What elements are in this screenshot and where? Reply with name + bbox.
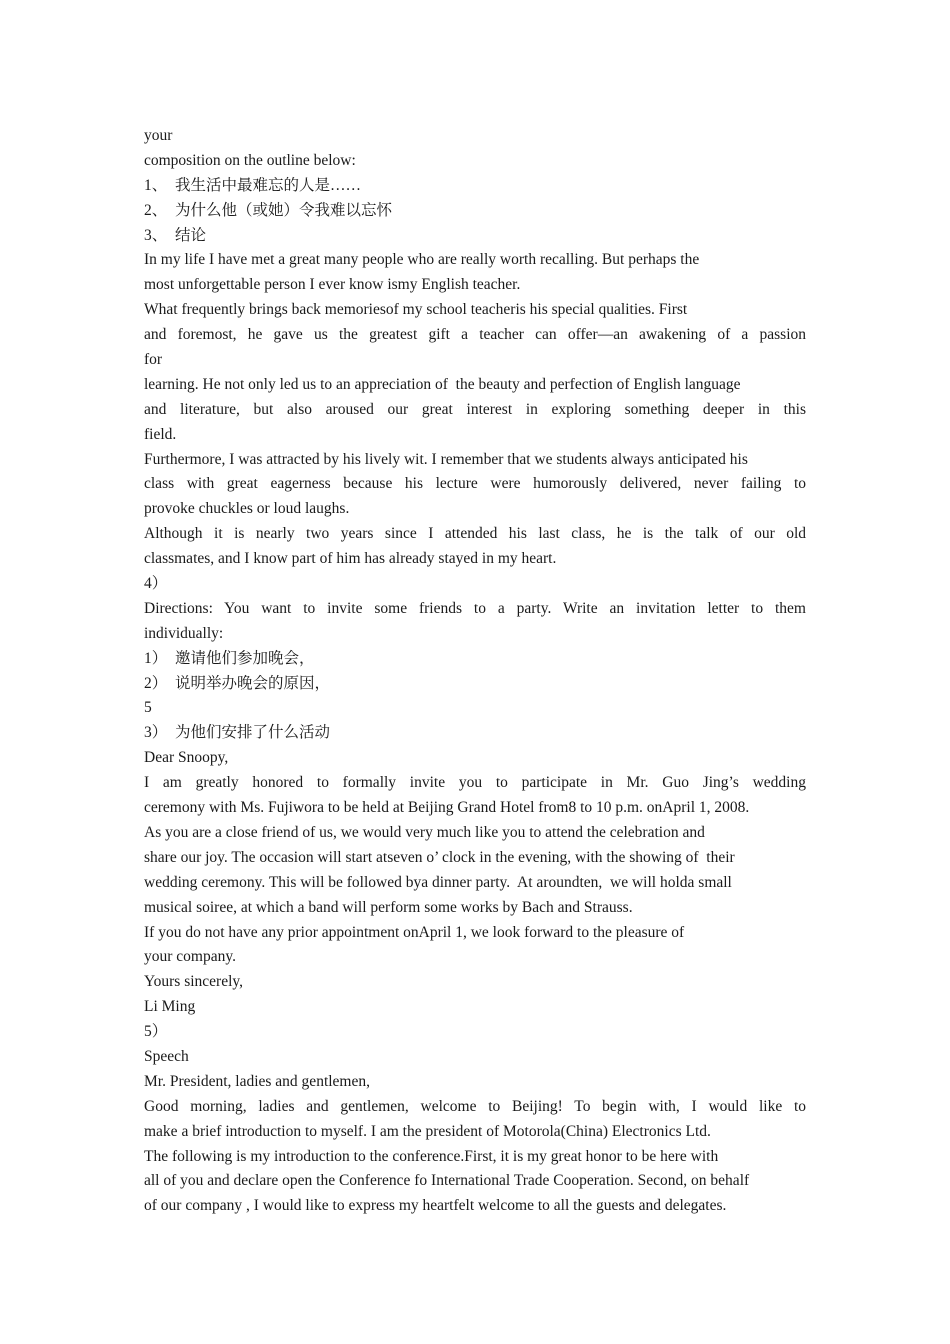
text-line: provoke chuckles or loud laughs. <box>144 500 350 518</box>
text-line: Speech <box>144 1047 189 1065</box>
text-line: In my life I have met a great many people who are really worth recalling. But perhaps the <box>144 251 700 269</box>
text-line: your company. <box>144 948 236 966</box>
text-line: 2、 为什么他（或她）令我难以忘怀 <box>144 201 393 219</box>
text-line: all of you and declare open the Conference fo International Trade Cooperation. Second, on behalf <box>144 1172 750 1190</box>
text-line: Mr. President, ladies and gentlemen, <box>144 1072 370 1090</box>
text-line: 4） <box>144 575 168 593</box>
text-line: composition on the outline below: <box>144 151 356 169</box>
text-line: learning. He not only led us to an appreciation of the beauty and perfection of English language <box>144 375 741 393</box>
text-line: Yours sincerely, <box>144 973 244 991</box>
text-line: classmates, and I know part of him has already stayed in my heart. <box>144 550 557 568</box>
text-line: I am greatly honored to formally invite you to participate in Mr. Guo Jing’s wedding <box>144 774 806 792</box>
text-line: Li Ming <box>144 998 196 1016</box>
text-line: of our company , I would like to express my heartfelt welcome to all the guests and delegates. <box>144 1197 727 1215</box>
text-line: What frequently brings back memoriesof my school teacheris his special qualities. First <box>144 301 688 319</box>
text-line: individually: <box>144 624 224 642</box>
text-line: make a brief introduction to myself. I am the president of Motorola(China) Electronics Ltd. <box>144 1122 711 1140</box>
text-line: 5） <box>144 1023 168 1041</box>
text-line: Furthermore, I was attracted by his lively wit. I remember that we students always anticipated his <box>144 450 748 468</box>
document-page <box>144 124 806 1219</box>
text-line: share our joy. The occasion will start atseven o’ clock in the evening, with the showing of their <box>144 848 735 866</box>
text-line: most unforgettable person I ever know ismy English teacher. <box>144 276 521 294</box>
text-line: wedding ceremony. This will be followed bya dinner party. At aroundten, we will holda small <box>144 873 732 891</box>
text-line: 1） 邀请他们参加晚会， <box>144 649 315 667</box>
text-line: your <box>144 127 173 144</box>
text-line: The following is my introduction to the conference.First, it is my great honor to be here with <box>144 1147 719 1165</box>
text-line: Although it is nearly two years since I attended his last class, he is the talk of our old <box>144 525 806 543</box>
text-line: Directions: You want to invite some friends to a party. Write an invitation letter to them <box>144 599 806 617</box>
text-line: Dear Snoopy, <box>144 749 229 767</box>
text-line: field. <box>144 425 177 443</box>
text-line: 1、 我生活中最难忘的人是…… <box>144 176 362 194</box>
text-line: If you do not have any prior appointment onApril 1, we look forward to the pleasure of <box>144 923 685 941</box>
text-line: for <box>144 351 163 369</box>
text-line: and literature, but also aroused our great interest in exploring something deeper in this <box>144 400 806 418</box>
text-line: class with great eagerness because his lecture were humorously delivered, never failing to <box>144 475 806 493</box>
text-line: 3、 结论 <box>144 226 207 244</box>
text-line: As you are a close friend of us, we would very much like you to attend the celebration and <box>144 823 705 841</box>
text-line: Good morning, ladies and gentlemen, welcome to Beijing! To begin with, I would like to <box>144 1097 806 1115</box>
text-line: musical soiree, at which a band will perform some works by Bach and Strauss. <box>144 898 633 916</box>
text-line: 2） 说明举办晚会的原因， <box>144 674 331 692</box>
text-line: ceremony with Ms. Fujiwora to be held at Beijing Grand Hotel from8 to 10 p.m. onApril 1, 2008. <box>144 799 750 817</box>
text-line: 5 <box>144 699 152 717</box>
text-line: 3） 为他们安排了什么活动 <box>144 724 331 742</box>
text-line: and foremost, he gave us the greatest gift a teacher can offer—an awakening of a passion <box>144 326 806 344</box>
